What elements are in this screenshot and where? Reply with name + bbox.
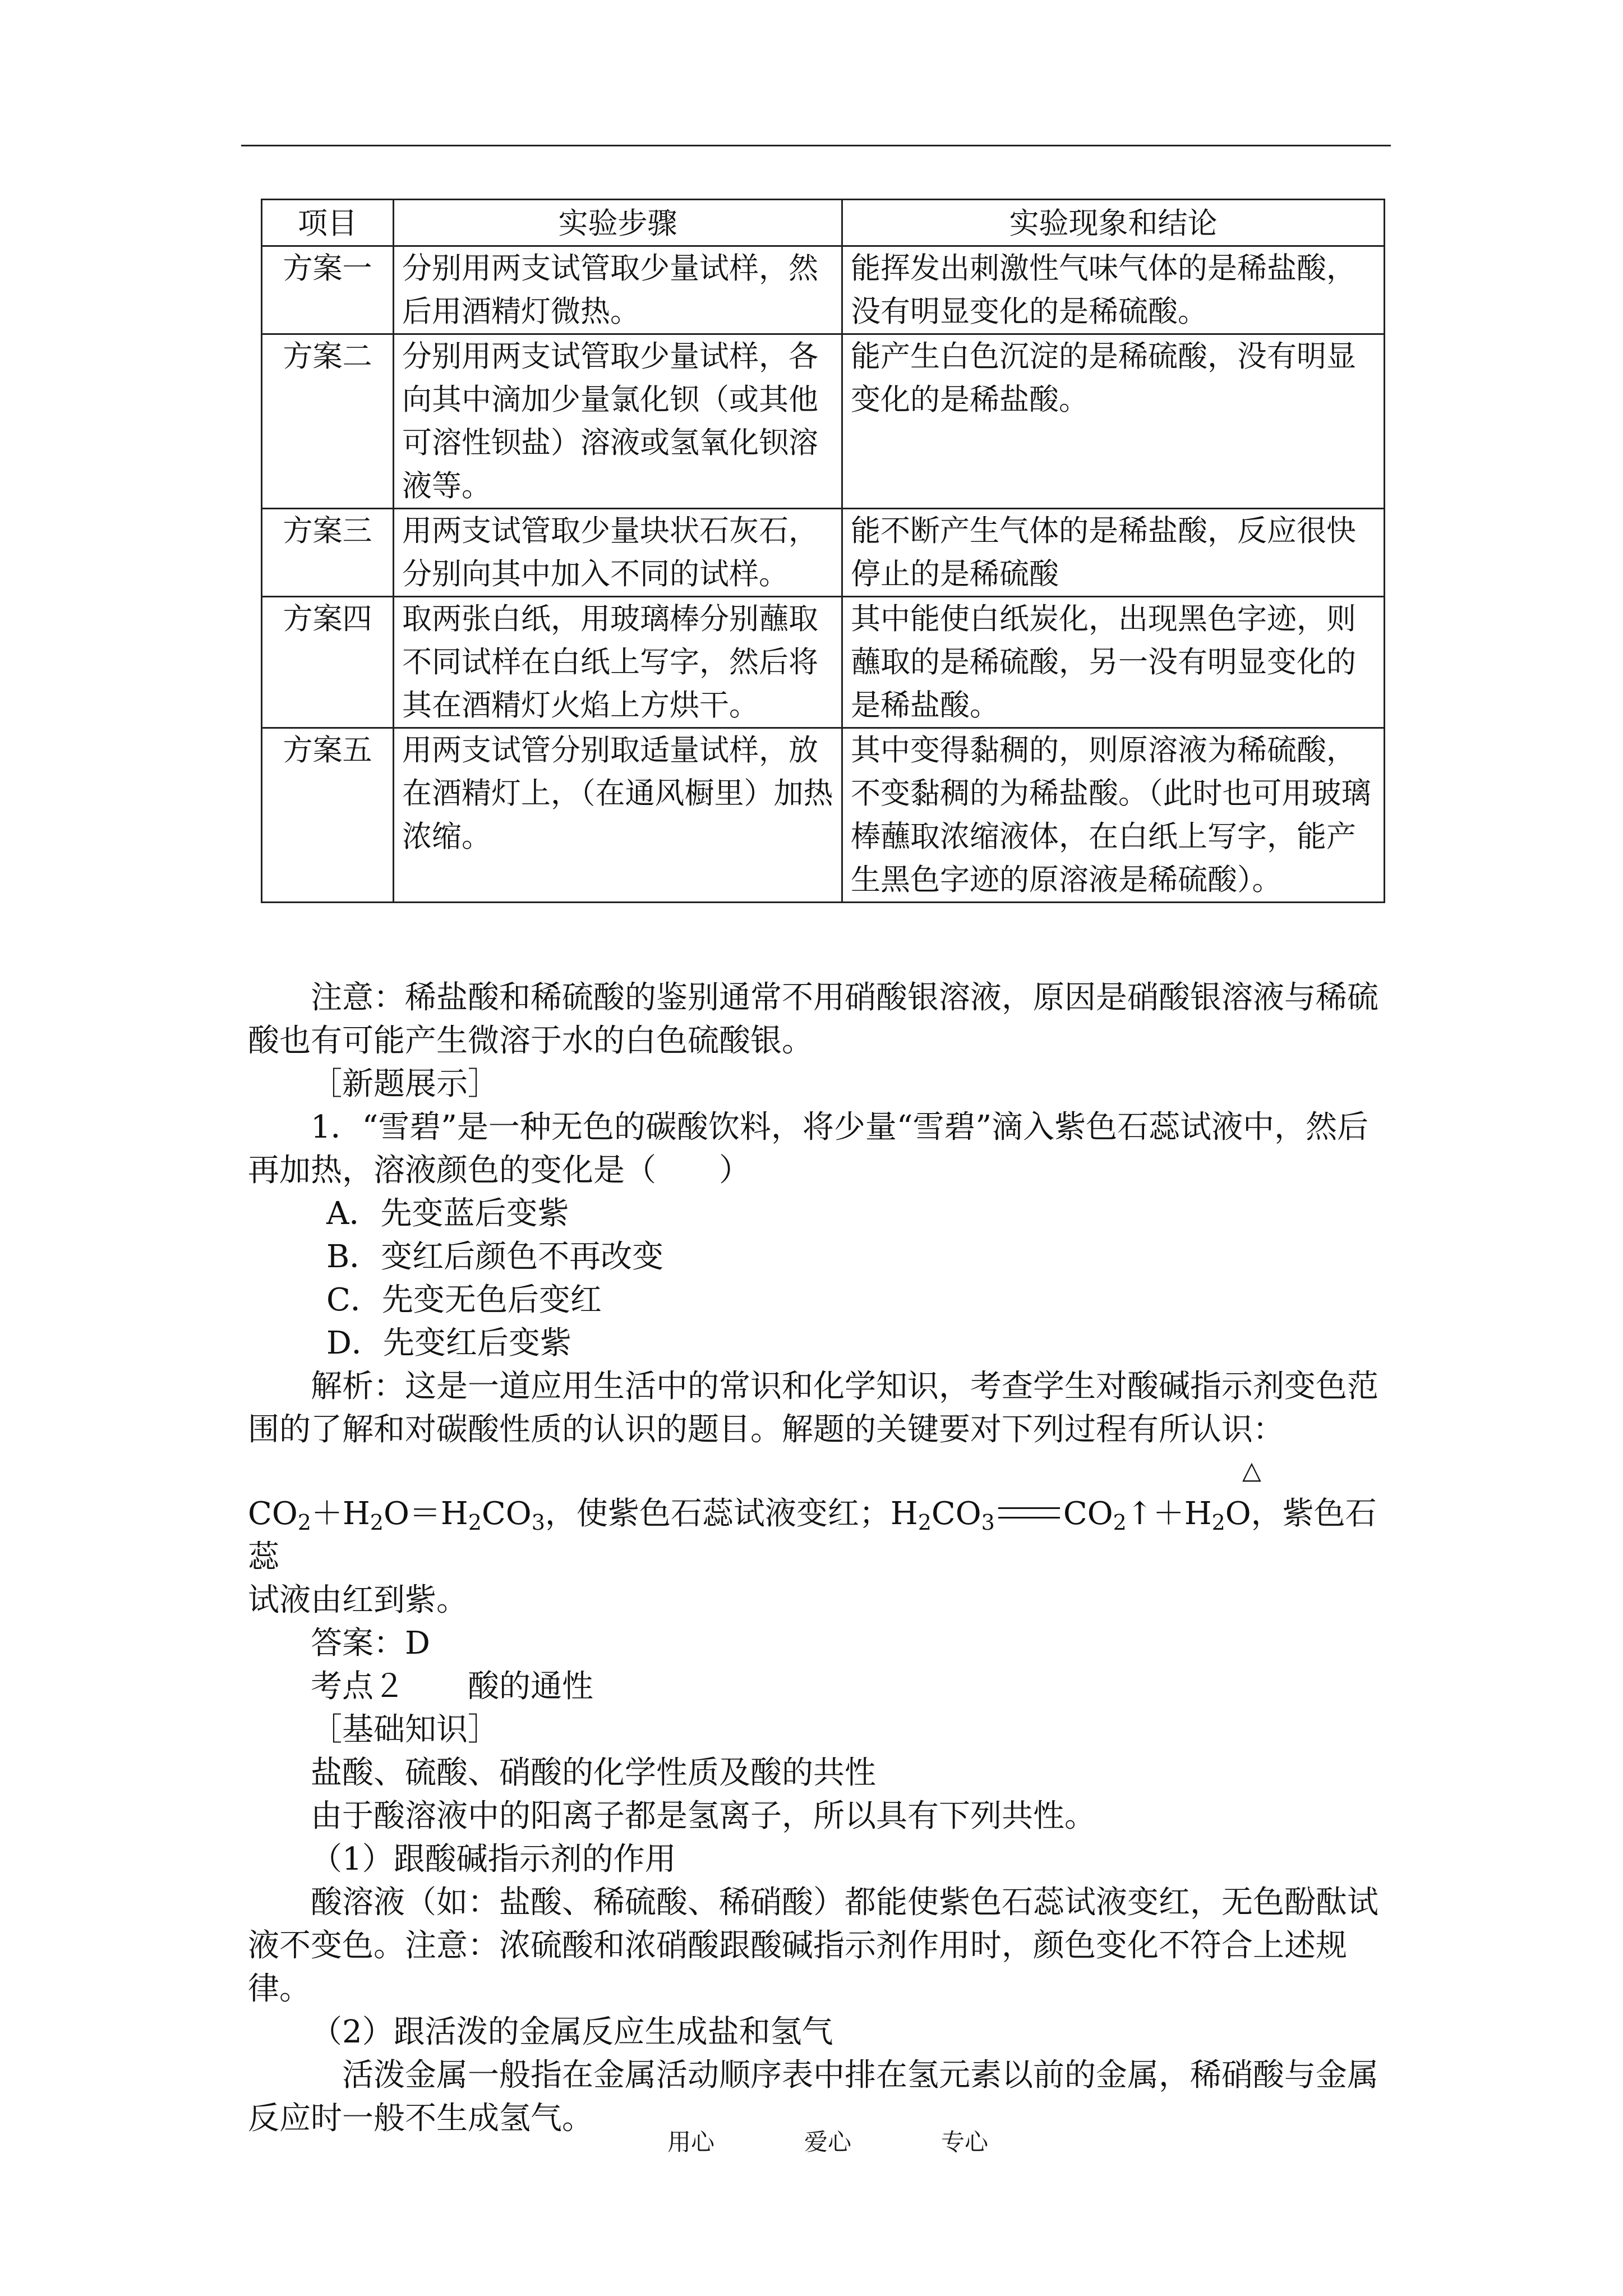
kaodian-heading: 考点２ 酸的通性	[311, 1668, 593, 1705]
plan-steps: 用两支试管分别取适量试样，放在酒精灯上，（在通风橱里）加热浓缩。	[394, 728, 842, 903]
table-row	[262, 728, 1385, 903]
option-b: B．变红后颜色不再改变	[326, 1239, 664, 1275]
option-a: A．先变蓝后变紫	[326, 1195, 569, 1232]
plan-result: 能产生白色沉淀的是稀硫酸，没有明显变化的是稀盐酸。	[842, 334, 1385, 509]
plan-name: 方案三	[262, 509, 394, 597]
common-properties-line: 由于酸溶液中的阳离子都是氢离子，所以具有下列共性。	[311, 1798, 1096, 1834]
basic-knowledge-heading: ［基础知识］	[311, 1711, 499, 1748]
table-row	[262, 246, 1385, 334]
question-stem: 1．“雪碧”是一种无色的碳酸饮料，将少量“雪碧”滴入紫色石蕊试液中，然后再加热，溶液颜色的变化是（ ）	[248, 1109, 1369, 1189]
header-results: 实验现象和结论	[842, 200, 1385, 246]
metal-paragraph: 活泼金属一般指在金属活动顺序表中排在氢元素以前的金属，稀硝酸与金属反应时一般不生成氢气。	[248, 2057, 1378, 2137]
plan-result: 能不断产生气体的是稀盐酸，反应很快停止的是稀硫酸	[842, 509, 1385, 597]
new-topic-heading: ［新题展示］	[311, 1066, 499, 1102]
option-c: C．先变无色后变红	[326, 1282, 602, 1318]
footer-word: 用心	[667, 2128, 715, 2156]
plan-result: 其中变得黏稠的，则原溶液为稀硫酸，不变黏稠的为稀盐酸。（此时也可用玻璃棒蘸取浓缩液体，在白纸上写字，能产生黑色字迹的原溶液是稀硫酸）。	[842, 728, 1385, 903]
footer-word: 专心	[941, 2128, 989, 2156]
option-d: D．先变红后变紫	[326, 1325, 571, 1361]
indicator-subheading: （1）跟酸碱指示剂的作用	[311, 1841, 676, 1878]
answer-line: 答案：D	[311, 1625, 430, 1662]
plan-name: 方案一	[262, 246, 394, 334]
chemical-equation-line: $CO_2+H_2O=H_2CO_3$，使紫色石蕊试液变红；$H_2CO_3$ $CO_2↑+H_2O$，紫色石蕊 △	[248, 1456, 1377, 1575]
plan-result: 能挥发出刺激性气味气体的是稀盐酸，没有明显变化的是稀硫酸。	[842, 246, 1385, 334]
plan-name: 方案五	[262, 728, 394, 903]
plan-name: 方案二	[262, 334, 394, 509]
table-row	[262, 597, 1385, 728]
table-row	[262, 334, 1385, 509]
note-paragraph: 注意：稀盐酸和稀硫酸的鉴别通常不用硝酸银溶液，原因是硝酸银溶液与稀硫酸也有可能产生微溶于水的白色硫酸银。	[248, 979, 1378, 1059]
plan-steps: 取两张白纸，用玻璃棒分别蘸取不同试样在白纸上写字，然后将其在酒精灯火焰上方烘干。	[394, 597, 842, 728]
analysis-paragraph: 解析：这是一道应用生活中的常识和化学知识，考查学生对酸碱指示剂变色范围的了解和对碳酸性质的认识的题目。解题的关键要对下列过程有所认识：	[248, 1368, 1378, 1448]
body-text	[248, 976, 1395, 2140]
header-steps: 实验步骤	[394, 200, 842, 246]
metal-subheading: （2）跟活泼的金属反应生成盐和氢气	[311, 2014, 833, 2050]
reaction-equals-sign	[998, 1507, 1060, 1519]
header-item: 项目	[262, 200, 394, 246]
header-rule	[241, 145, 1391, 146]
table-header-row	[262, 200, 1385, 246]
plan-name: 方案四	[262, 597, 394, 728]
plan-steps: 分别用两支试管取少量试样，然后用酒精灯微热。	[394, 246, 842, 334]
experiment-plan-table	[261, 199, 1385, 903]
plan-steps: 用两支试管取少量块状石灰石，分别向其中加入不同的试样。	[394, 509, 842, 597]
heat-delta-symbol: △	[1242, 1456, 1261, 1485]
acid-properties-line: 盐酸、硫酸、硝酸的化学性质及酸的共性	[311, 1755, 876, 1791]
table-row	[262, 509, 1385, 597]
page-footer	[667, 2128, 1078, 2156]
plan-steps: 分别用两支试管取少量试样，各向其中滴加少量氯化钡（或其他可溶性钡盐）溶液或氢氧化钡溶液等。	[394, 334, 842, 509]
formula-continuation: 试液由红到紫。	[248, 1582, 468, 1618]
plan-result: 其中能使白纸炭化，出现黑色字迹，则蘸取的是稀硫酸，另一没有明显变化的是稀盐酸。	[842, 597, 1385, 728]
footer-word: 爱心	[804, 2128, 852, 2156]
indicator-paragraph: 酸溶液（如：盐酸、稀硫酸、稀硝酸）都能使紫色石蕊试液变红，无色酚酞试液不变色。注意：浓硫酸和浓硝酸跟酸碱指示剂作用时，颜色变化不符合上述规律。	[248, 1884, 1378, 2007]
